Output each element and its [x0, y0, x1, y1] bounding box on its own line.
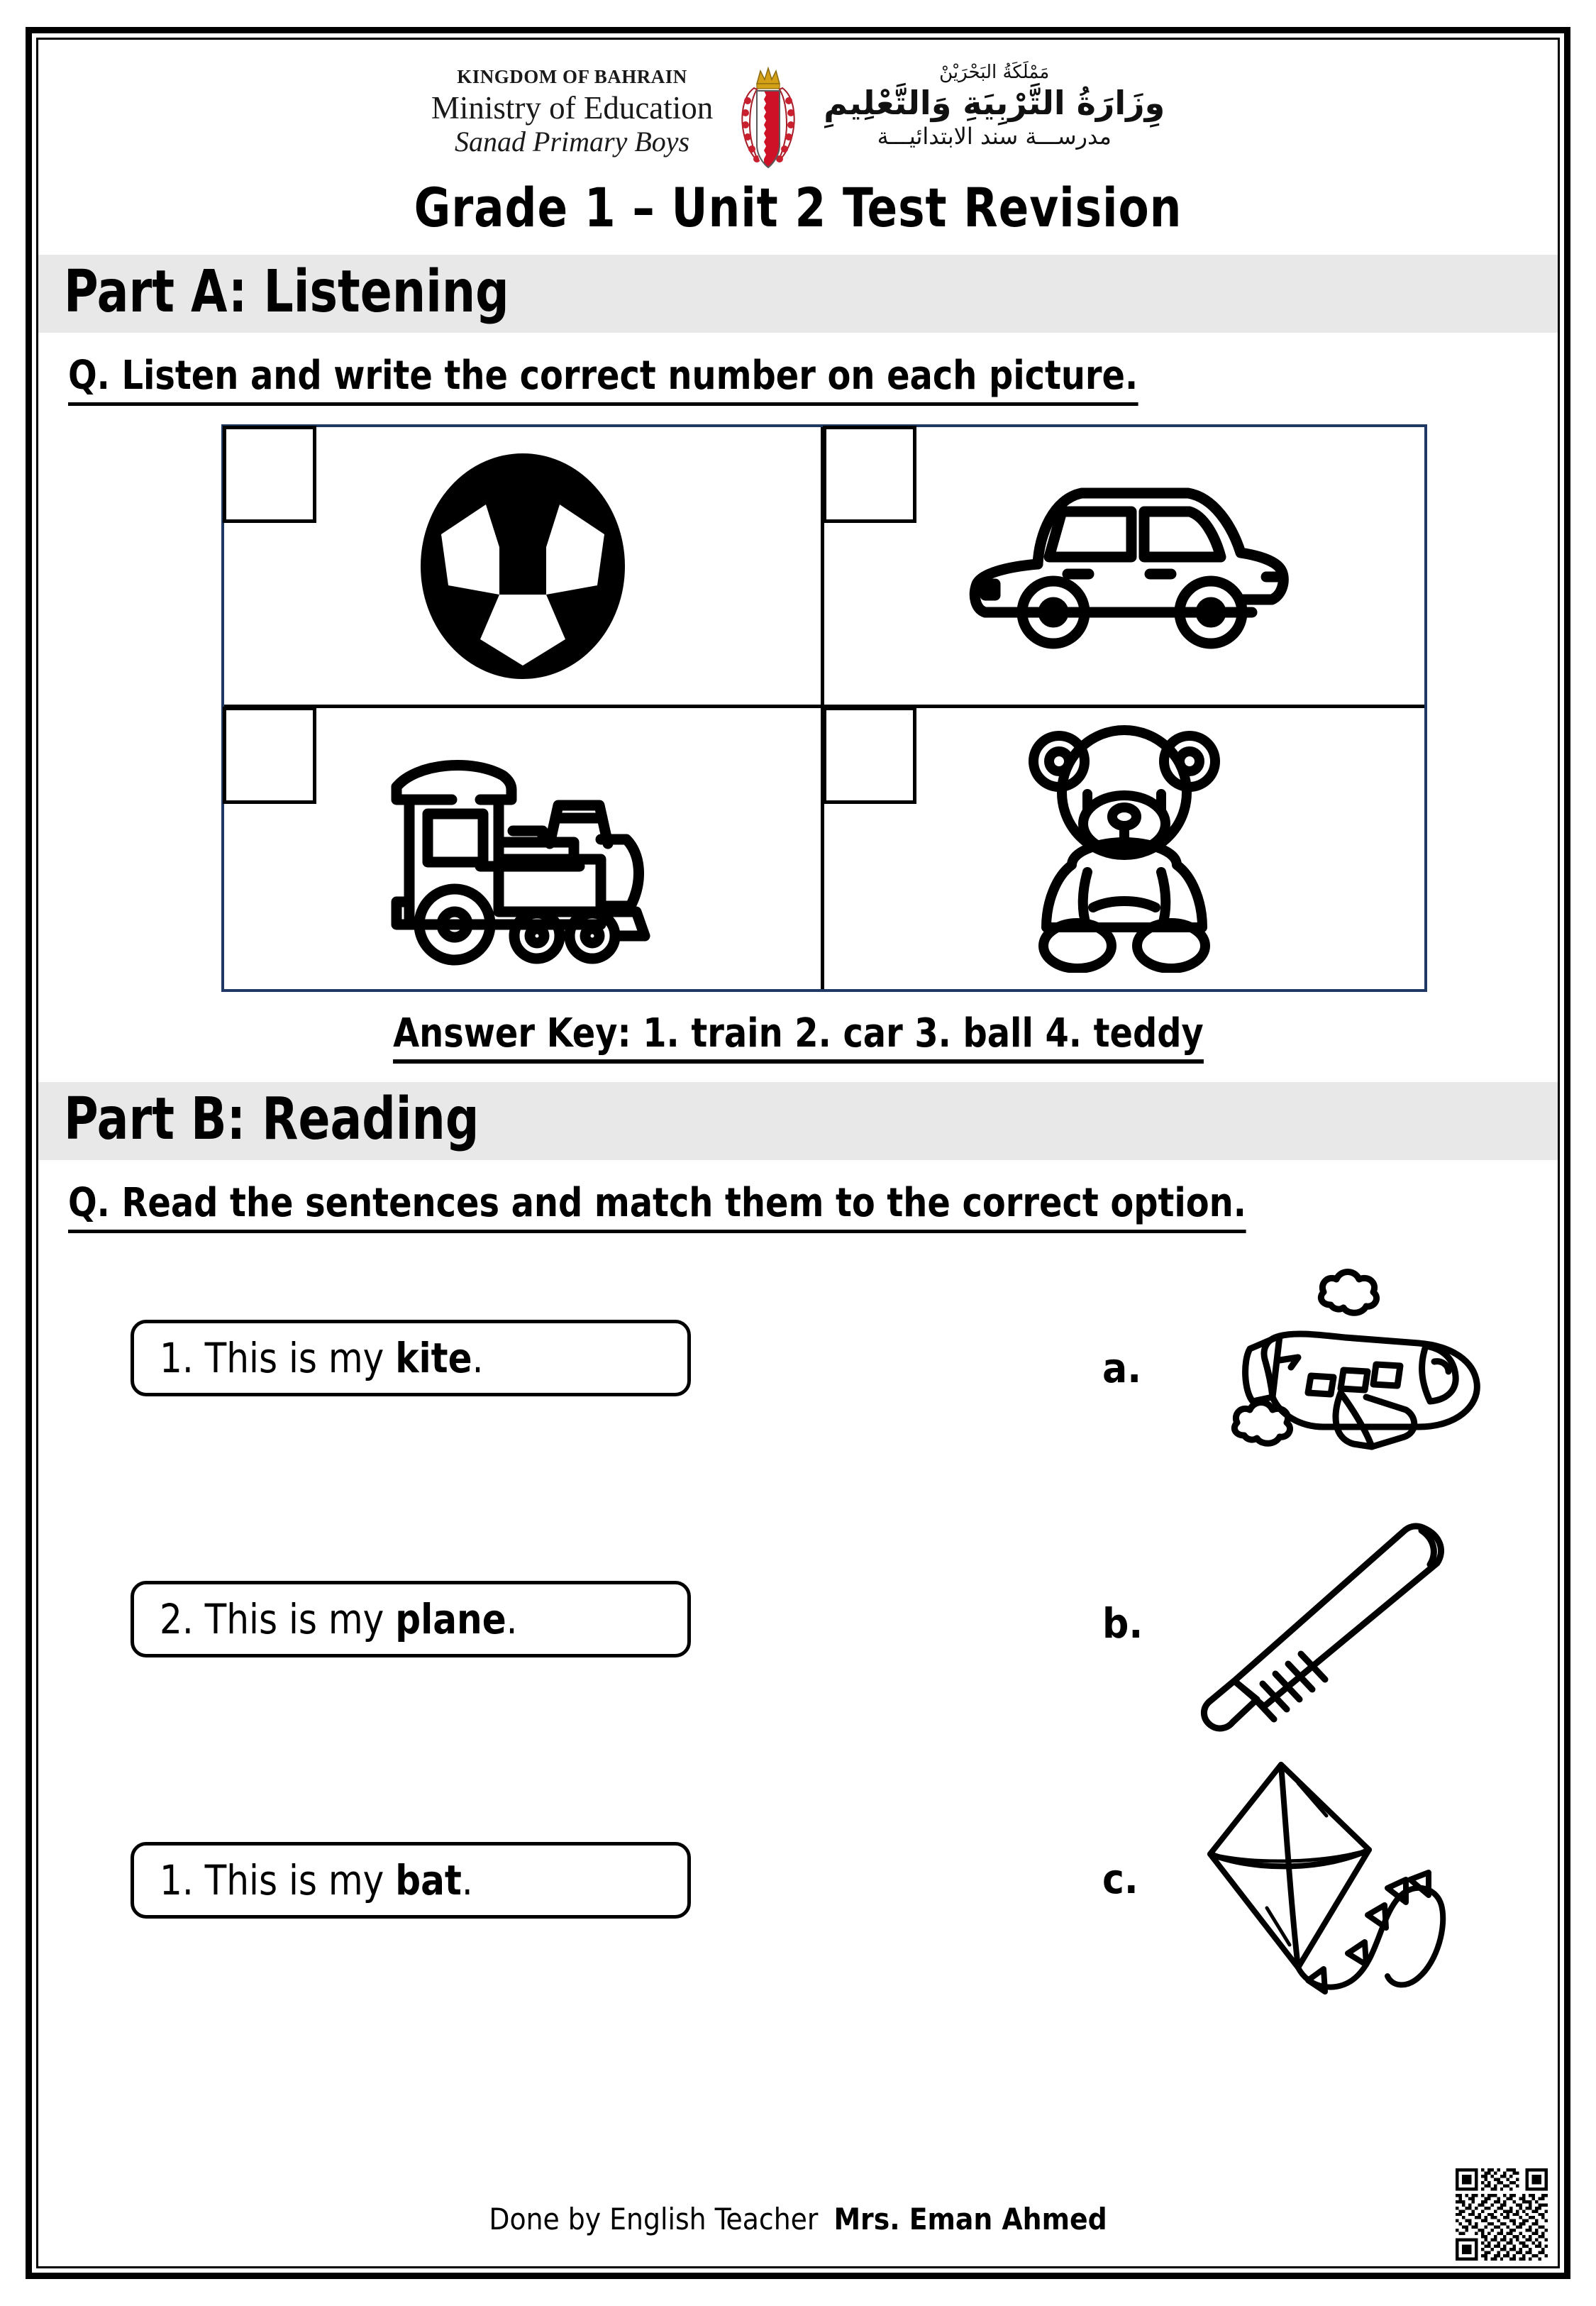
sentence-prefix-3: This is my: [193, 1856, 396, 1905]
option-art-c: [1166, 1755, 1542, 2003]
masthead-english: [431, 58, 713, 158]
page-inner-border: [36, 38, 1560, 2268]
page-title: Grade 1 – Unit 2 Test Revision: [414, 176, 1182, 239]
picture-cell-train: [224, 708, 824, 989]
option-letter-c: c.: [1102, 1855, 1138, 1904]
qr-code-icon[interactable]: [1456, 2168, 1548, 2261]
teddy-bear-icon: [1004, 724, 1245, 973]
sentence-card-1[interactable]: [131, 1320, 691, 1396]
sentence-number-3: 1.: [160, 1856, 194, 1905]
part-b-heading: Part B: Reading: [64, 1086, 480, 1154]
answer-box-car[interactable]: [823, 426, 916, 523]
option-row-c[interactable]: [1102, 1751, 1542, 2007]
sentence-list: [131, 1320, 691, 2103]
footer: [38, 2202, 1558, 2236]
car-icon: [954, 470, 1295, 662]
airplane-icon: [1166, 1258, 1500, 1478]
sentence-keyword-3: bat: [395, 1856, 462, 1905]
kingdom-label-en: KINGDOM OF BAHRAIN: [457, 66, 687, 87]
kite-icon: [1166, 1755, 1471, 2003]
sentence-text-3: [160, 1856, 473, 1904]
masthead-arabic: [824, 58, 1165, 150]
sentence-card-2[interactable]: [131, 1581, 691, 1657]
matching-exercise: [38, 1240, 1558, 2049]
answer-box-teddy[interactable]: [823, 707, 916, 804]
school-label-ar: مدرســـة سند الابتدائيـــة: [877, 123, 1112, 150]
sentence-number-2: 2.: [160, 1595, 194, 1644]
school-label-en: Sanad Primary Boys: [455, 126, 690, 158]
answer-box-ball[interactable]: [223, 426, 316, 523]
section-banner-part-a: [38, 255, 1558, 333]
sentence-keyword-2: plane: [395, 1595, 506, 1644]
footer-credit-text: Done by English Teacher: [489, 2202, 819, 2236]
answer-box-train[interactable]: [223, 707, 316, 804]
section-banner-part-b: [38, 1082, 1558, 1160]
picture-cell-teddy: [824, 708, 1424, 989]
sentence-number-1: 1.: [160, 1334, 194, 1383]
kingdom-label-ar: مَمْلَكَةُ البَحْرَيْنْ: [939, 62, 1050, 83]
footer-credit-line: [489, 2202, 1107, 2236]
footer-teacher-name: Mrs. Eman Ahmed: [833, 2202, 1107, 2236]
bahrain-coat-of-arms-icon: [726, 60, 811, 183]
sentence-keyword-1: kite: [395, 1334, 472, 1383]
ministry-label-en: Ministry of Education: [431, 89, 714, 126]
sentence-suffix-2: .: [506, 1595, 518, 1644]
option-letter-a: a.: [1102, 1344, 1142, 1393]
sentence-text-1: [160, 1334, 484, 1382]
ministry-label-ar: وِزَارَةُ التَّرْبِيَةِ وَالتَّعْلِيمِ: [824, 83, 1165, 122]
option-art-a: [1166, 1258, 1542, 1478]
picture-cell-ball: [224, 427, 824, 708]
option-row-b[interactable]: [1102, 1496, 1542, 1751]
sentence-prefix-2: This is my: [193, 1595, 396, 1644]
part-b-body: [38, 1160, 1558, 2049]
soccer-ball-icon: [413, 449, 633, 683]
sentence-suffix-1: .: [472, 1334, 484, 1383]
baseball-bat-icon: [1166, 1506, 1471, 1740]
sentence-prefix-1: This is my: [193, 1334, 396, 1383]
part-a-heading: Part A: Listening: [64, 258, 509, 326]
listening-picture-grid: [221, 424, 1427, 992]
answer-key-text: Answer Key: 1. train 2. car 3. ball 4. teddy: [393, 1010, 1204, 1064]
sentence-card-3[interactable]: [131, 1842, 691, 1919]
sentence-text-2: [160, 1595, 518, 1643]
train-icon: [367, 732, 679, 966]
answer-key-row: [38, 1010, 1558, 1064]
part-b-prompt: Q. Read the sentences and match them to the correct option.: [68, 1180, 1246, 1233]
sentence-suffix-3: .: [461, 1856, 473, 1905]
part-a-prompt: Q. Listen and write the correct number on each picture.: [68, 353, 1138, 406]
part-a-body: [38, 333, 1558, 1064]
option-list: [1102, 1240, 1542, 2007]
option-art-b: [1166, 1506, 1542, 1740]
worksheet-page: [26, 27, 1570, 2279]
masthead: [38, 40, 1558, 175]
option-letter-b: b.: [1102, 1599, 1143, 1648]
picture-cell-car: [824, 427, 1424, 708]
option-row-a[interactable]: [1102, 1240, 1542, 1496]
